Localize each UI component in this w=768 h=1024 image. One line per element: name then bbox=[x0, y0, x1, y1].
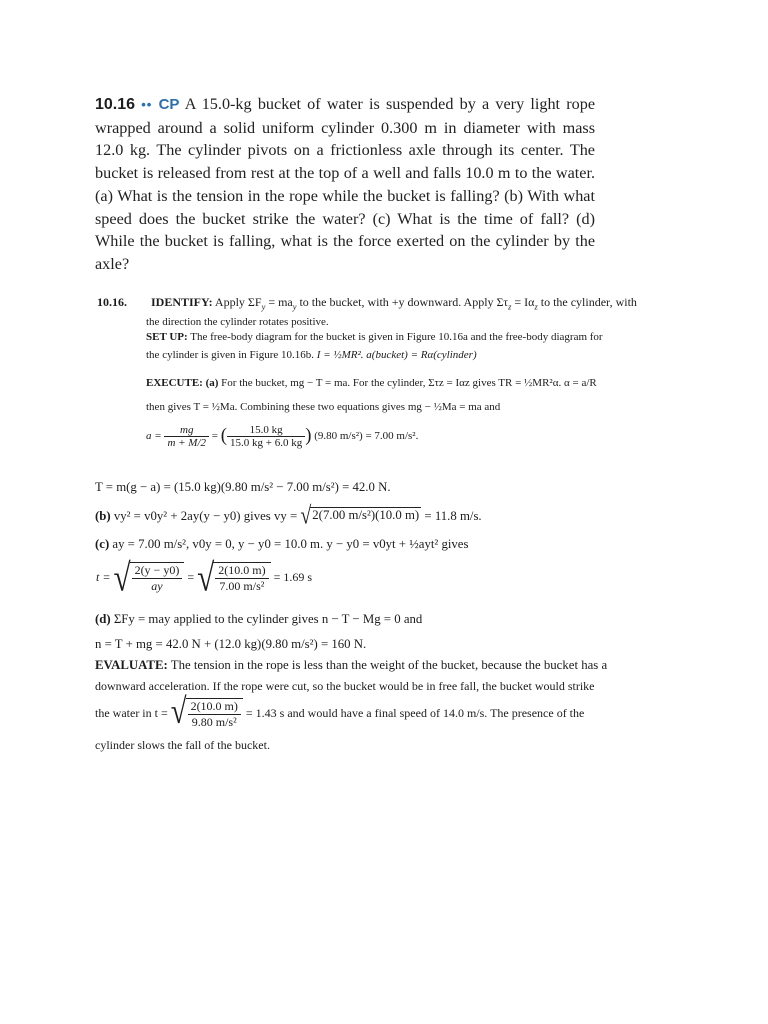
evaluate-line-4: cylinder slows the fall of the bucket. bbox=[95, 738, 270, 752]
part-c-line: (c) ay = 7.00 m/s², v0y = 0, y − y0 = 10.0 m. y − y0 = v0yt + ½ayt² gives bbox=[95, 537, 469, 551]
evaluate-line-3: the water in t = √ $\frac{2(10.0 m)}{\text{9.80 m/s²}}$ = 1.43 s and would have a final speed of 14.0 m/s. The presence of the bbox=[95, 691, 585, 732]
solution-number: 10.16. bbox=[97, 295, 127, 309]
setup-text: The free-body diagram for the bucket is given in Figure 10.16a and the free-body diagram for bbox=[190, 331, 603, 343]
part-d-line: (d) ΣFy = may applied to the cylinder gives n − T − Mg = 0 and bbox=[95, 612, 423, 626]
evaluate-label: EVALUATE: bbox=[95, 658, 168, 672]
time-equation: t = √ $\frac{2(y - y0)}{ay}$ = √ $\frac{2(10.0 m)}{\text{7.00 m/s²}}$ = 1.69 s bbox=[96, 555, 312, 600]
setup-text-continued: the cylinder is given in Figure 10.16b. I = ½MR². a(bucket) = Rα(cylinder) bbox=[146, 349, 477, 361]
problem-statement bbox=[95, 93, 595, 276]
tension-result: T = m(g − a) = (15.0 kg)(9.80 m/s² − 7.00 m/s²) = 42.0 N. bbox=[95, 480, 391, 494]
acceleration-equation: a = $\frac{mg}{m + M/2}$ = ( $\frac{15.0 kg}{15.0 kg + 6.0 kg}$ ) (9.80 m/s²) = 7.00 m/s². bbox=[146, 424, 419, 449]
execute-text: For the bucket, mg − T = ma. For the cylinder, Στz = Iαz gives TR = ½MR²α. α = a/R bbox=[221, 377, 597, 389]
fraction-mg: $\frac{mg}{m + M/2}$ bbox=[164, 424, 209, 449]
fraction-masses: $\frac{15.0 kg}{15.0 kg + 6.0 kg}$ bbox=[227, 424, 305, 449]
solution-line-setup bbox=[146, 331, 603, 343]
part-d-result: n = T + mg = 42.0 N + (12.0 kg)(9.80 m/s²) = 160 N. bbox=[95, 637, 367, 651]
identify-text: Apply $\Sigma F_y = ma_y$ to the bucket, with +y downward. Apply $\Sigma\tau_z = I\alpha_z$ to the cylinder, with bbox=[214, 295, 637, 312]
execute-label: EXECUTE: bbox=[146, 377, 203, 389]
sqrt-velocity: √ 2(7.00 m/s²)(10.0 m) bbox=[300, 502, 420, 530]
cp-badge: CP bbox=[158, 96, 180, 113]
evaluate-line-1: EVALUATE: The tension in the rope is less than the weight of the bucket, because the bucket has a bbox=[95, 658, 608, 672]
identify-label: IDENTIFY: bbox=[151, 295, 213, 309]
solution-line-identify bbox=[97, 295, 637, 310]
identify-text-continued: the direction the cylinder rotates positive. bbox=[146, 316, 329, 328]
execute-text-continued: then gives T = ½Ma. Combining these two equations gives mg − ½Ma = ma and bbox=[146, 401, 501, 413]
evaluate-line-2: downward acceleration. If the rope were cut, so the bucket would be in free fall, the bucket would strike bbox=[95, 679, 595, 693]
problem-text: A 15.0-kg bucket of water is suspended by a very light rope wrapped around a solid uniform cylinder 0.300 m in diameter with mass 12.0 kg. The cylinder pivots on a frictionless axle through its center. The bucket is released from rest at the top of a well and falls 10.0 m to the water. (a) What is the tension in the rope while the bucket is falling? (b) With what speed does the bucket strike the water? (c) What is the time of fall? (d) While the bucket is falling, what is the force exerted on the cylinder by the axle? bbox=[95, 95, 595, 273]
part-b-line: (b) vy² = v0y² + 2ay(y − y0) gives vy = √ 2(7.00 m/s²)(10.0 m) = 11.8 m/s. bbox=[95, 502, 482, 530]
solution-line-execute: EXECUTE: (a) For the bucket, mg − T = ma. For the cylinder, Στz = Iαz gives TR = ½MR²α. α = a/R bbox=[146, 377, 597, 389]
problem-number: 10.16 bbox=[95, 96, 136, 113]
difficulty-dots: •• bbox=[141, 97, 153, 112]
setup-label: SET UP: bbox=[146, 331, 188, 343]
